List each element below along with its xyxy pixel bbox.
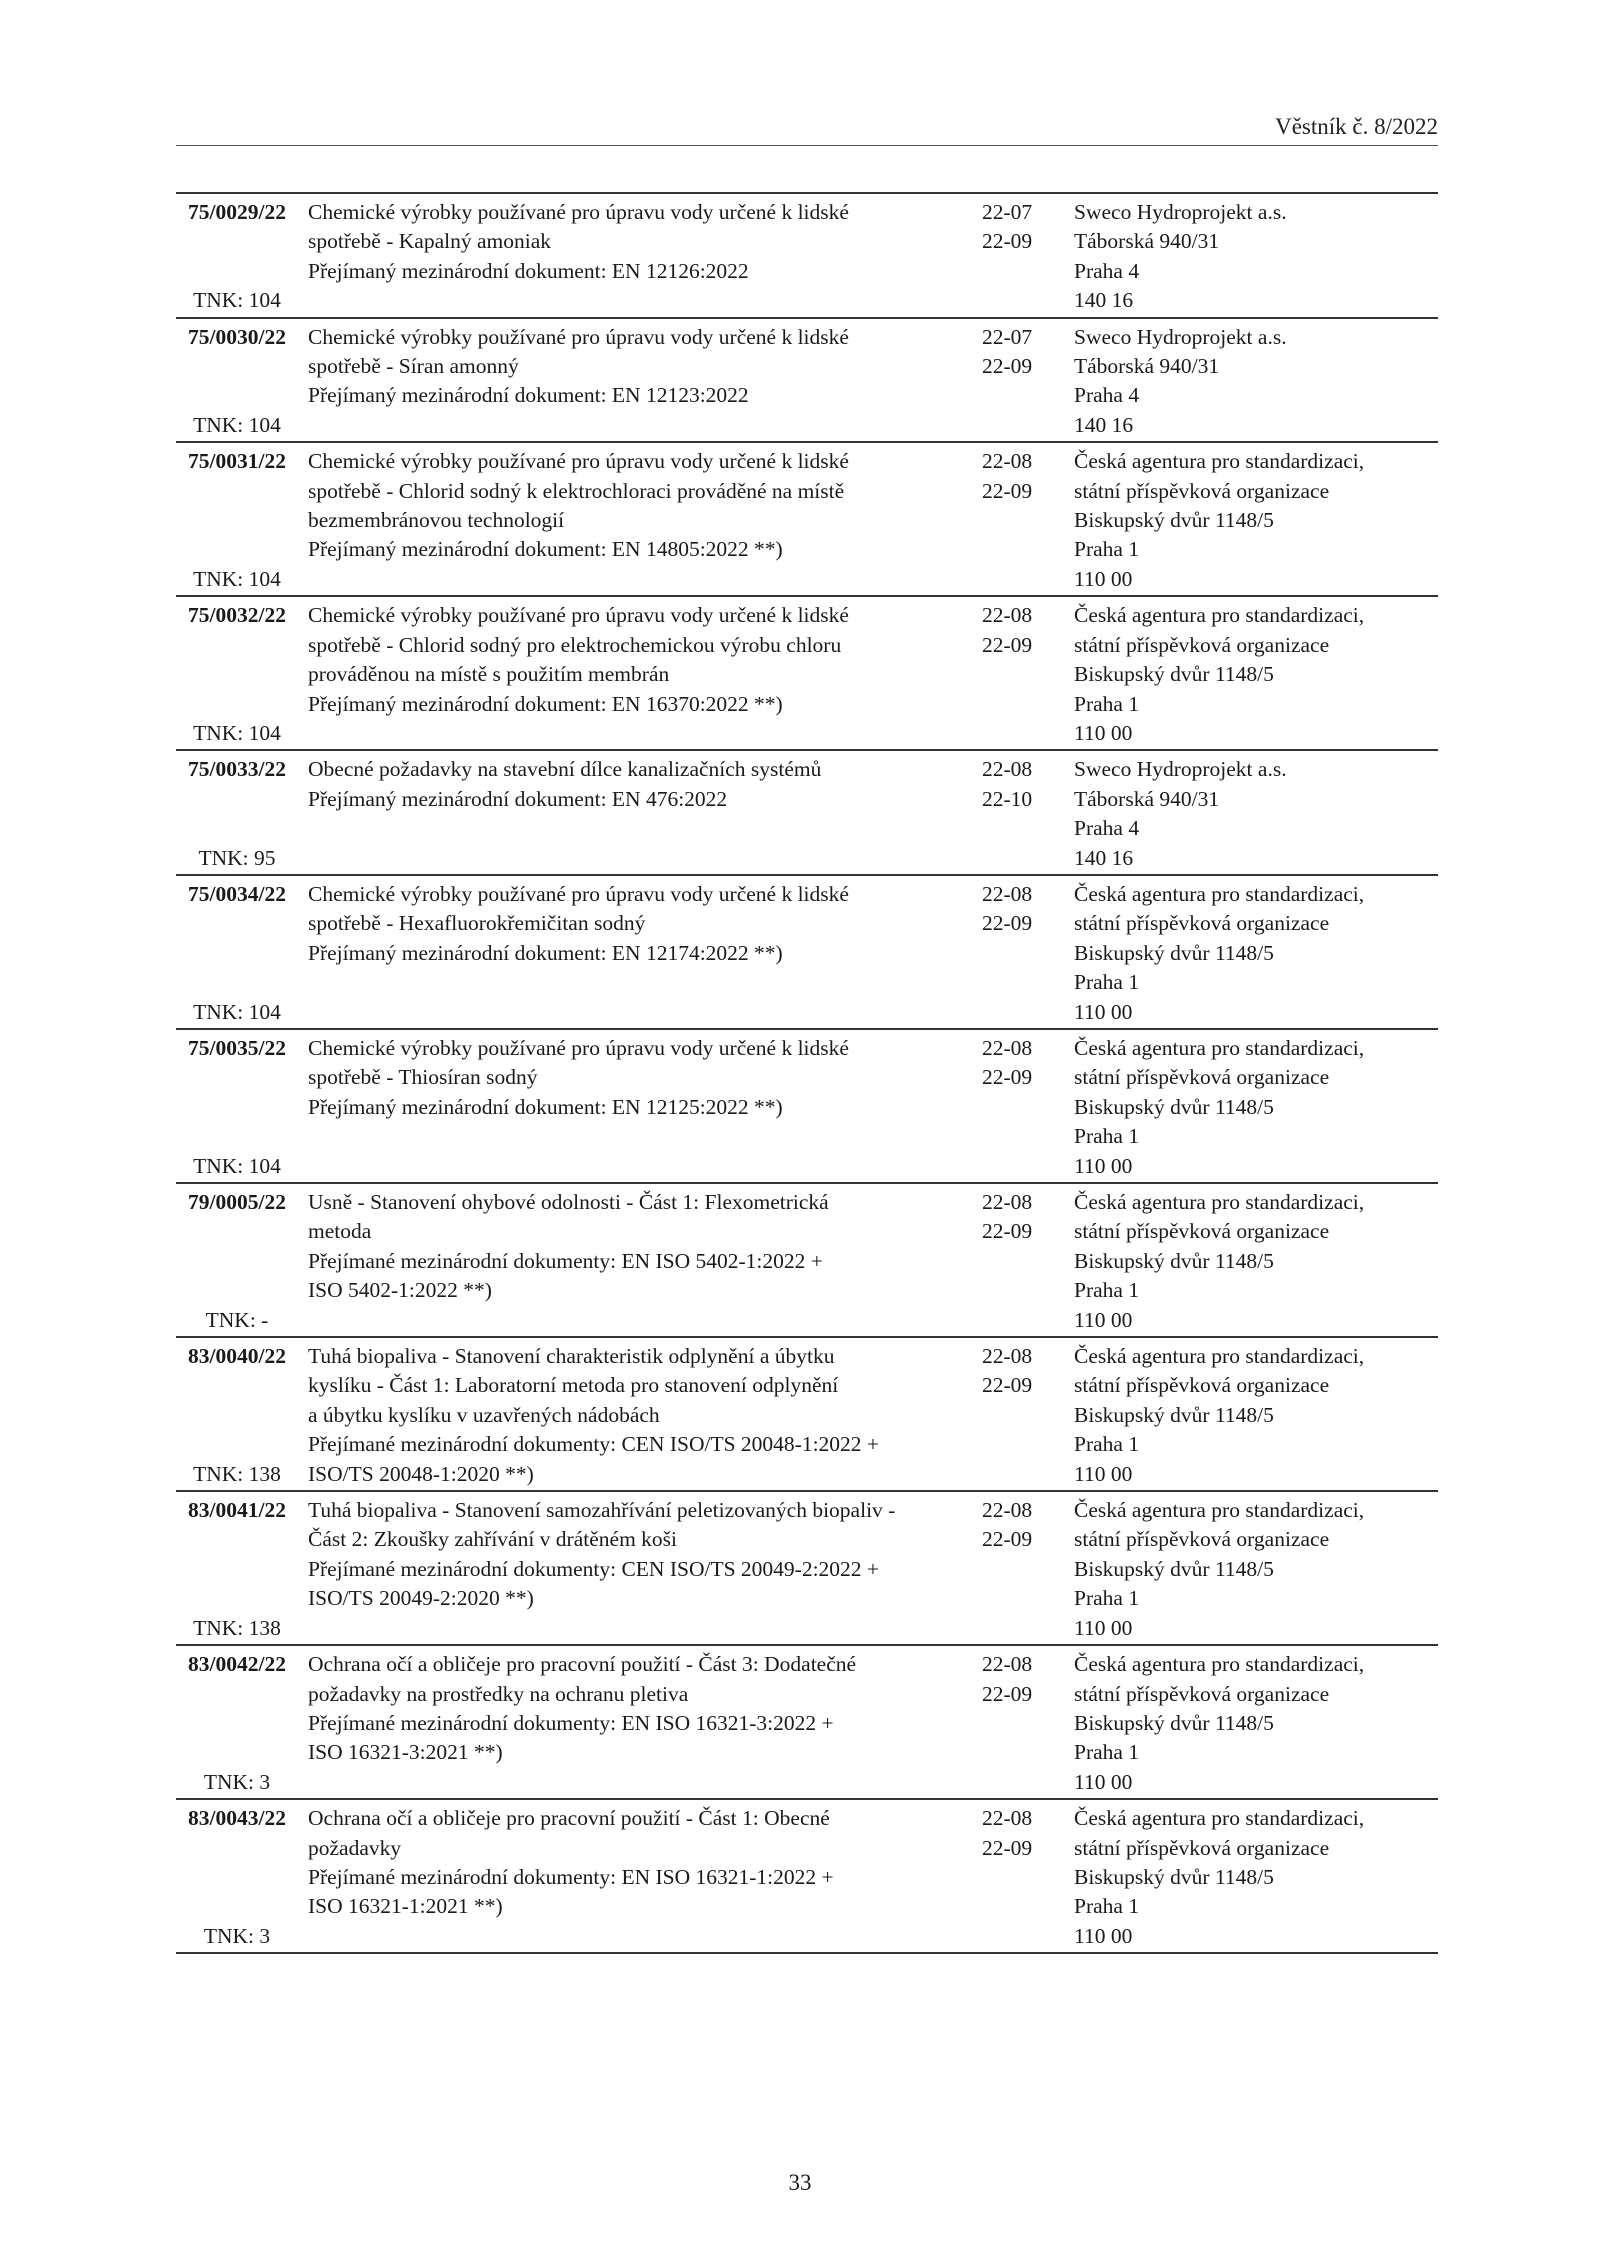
table-row-content — [176, 1496, 1438, 1643]
entry-tnk: TNK: - — [205, 1307, 269, 1332]
address-line: Česká agentura pro standardizaci, — [1074, 1035, 1365, 1060]
entry-code: 83/0040/22 — [188, 1344, 286, 1369]
address-line: Praha 4 — [1074, 258, 1140, 283]
entry-dates — [974, 323, 1074, 441]
table-row-content — [176, 601, 1438, 748]
address-line: Česká agentura pro standardizaci, — [1074, 881, 1365, 906]
entry-id-cell — [176, 1188, 306, 1335]
entry-dates — [974, 1804, 1074, 1951]
entry-code: 75/0032/22 — [188, 603, 286, 628]
entry-tnk: TNK: 104 — [193, 412, 281, 437]
entry-dates — [974, 601, 1074, 748]
description-line: Přejímaný mezinárodní dokument: EN 12123:2022 — [308, 383, 749, 408]
address-line: 110 00 — [1074, 720, 1133, 745]
entry-tnk: TNK: 95 — [198, 845, 276, 870]
entry-id-cell — [176, 198, 306, 316]
entry-dates — [974, 1034, 1074, 1181]
entry-description — [306, 601, 974, 748]
entry-id-cell — [176, 447, 306, 594]
entry-address — [1074, 1496, 1438, 1643]
description-line: ISO/TS 20048-1:2020 **) — [308, 1461, 534, 1486]
address-line: Biskupský dvůr 1148/5 — [1074, 1556, 1274, 1581]
description-line: požadavky na prostředky na ochranu pletiva — [308, 1681, 689, 1706]
description-line: spotřebě - Chlorid sodný pro elektrochemickou výrobu chloru — [308, 632, 842, 657]
date-end: 22-09 — [982, 1219, 1033, 1244]
address-line: 110 00 — [1074, 1923, 1133, 1948]
description-line: Přejímané mezinárodní dokumenty: CEN ISO/TS 20049-2:2022 + — [308, 1556, 880, 1581]
address-line: státní příspěvková organizace — [1074, 911, 1330, 936]
entry-tnk: TNK: 104 — [193, 566, 281, 591]
entry-id-cell — [176, 1342, 306, 1489]
description-line: Přejímaný mezinárodní dokument: EN 12174:2022 **) — [308, 940, 783, 965]
entry-tnk: TNK: 104 — [193, 720, 281, 745]
description-line: spotřebě - Hexafluorokřemičitan sodný — [308, 911, 646, 936]
entry-address — [1074, 1034, 1438, 1181]
address-line: Praha 1 — [1074, 1432, 1140, 1457]
entry-description — [306, 880, 974, 1027]
date-start: 22-08 — [982, 1035, 1033, 1060]
address-line: Táborská 940/31 — [1074, 229, 1220, 254]
address-line: Praha 1 — [1074, 1278, 1140, 1303]
address-line: Česká agentura pro standardizaci, — [1074, 449, 1365, 474]
entry-address — [1074, 1342, 1438, 1489]
description-line: ISO 16321-1:2021 **) — [308, 1894, 503, 1919]
date-end: 22-09 — [982, 354, 1033, 379]
entry-address — [1074, 447, 1438, 594]
address-line: Biskupský dvůr 1148/5 — [1074, 940, 1274, 965]
entry-dates — [974, 1342, 1074, 1489]
description-line: Ochrana očí a obličeje pro pracovní použití - Část 1: Obecné — [308, 1806, 830, 1831]
date-end: 22-09 — [982, 478, 1033, 503]
date-end: 22-09 — [982, 1065, 1033, 1090]
address-line: Praha 1 — [1074, 537, 1140, 562]
entry-tnk: TNK: 3 — [203, 1769, 271, 1794]
description-line: ISO 5402-1:2022 **) — [308, 1278, 492, 1303]
entry-id-cell — [176, 601, 306, 748]
address-line: Praha 4 — [1074, 816, 1140, 841]
entry-code: 75/0034/22 — [188, 881, 286, 906]
table-row-content — [176, 198, 1438, 316]
table-row — [176, 876, 1438, 1030]
address-line: Sweco Hydroprojekt a.s. — [1074, 757, 1287, 782]
address-line: Praha 1 — [1074, 1740, 1140, 1765]
entry-description — [306, 198, 974, 316]
address-line: 140 16 — [1074, 288, 1134, 313]
entry-description — [306, 1188, 974, 1335]
description-line: Přejímané mezinárodní dokumenty: EN ISO 16321-1:2022 + — [308, 1864, 834, 1889]
date-end: 22-09 — [982, 229, 1033, 254]
entry-address — [1074, 1188, 1438, 1335]
date-end: 22-10 — [982, 786, 1033, 811]
table-row-content — [176, 880, 1438, 1027]
description-line: Chemické výrobky používané pro úpravu vody určené k lidské — [308, 603, 849, 628]
table-row — [176, 319, 1438, 444]
description-line: Usně - Stanovení ohybové odolnosti - Část 1: Flexometrická — [308, 1190, 829, 1214]
entry-code: 75/0035/22 — [188, 1035, 286, 1060]
description-line: ISO 16321-3:2021 **) — [308, 1740, 503, 1765]
description-line: bezmembránovou technologií — [308, 508, 565, 533]
date-end: 22-09 — [982, 632, 1033, 657]
date-start: 22-07 — [982, 324, 1033, 349]
date-start: 22-08 — [982, 1652, 1033, 1677]
date-end: 22-09 — [982, 1373, 1033, 1398]
description-line: Přejímané mezinárodní dokumenty: EN ISO 5402-1:2022 + — [308, 1248, 823, 1273]
description-line: prováděnou na místě s použitím membrán — [308, 662, 670, 687]
entry-address — [1074, 1650, 1438, 1797]
address-line: Biskupský dvůr 1148/5 — [1074, 1710, 1274, 1735]
entry-dates — [974, 1650, 1074, 1797]
table-row — [176, 597, 1438, 751]
address-line: 110 00 — [1074, 566, 1133, 591]
entry-code: 83/0041/22 — [188, 1498, 286, 1523]
address-line: Biskupský dvůr 1148/5 — [1074, 1094, 1274, 1119]
description-line: Přejímané mezinárodní dokumenty: CEN ISO/TS 20048-1:2022 + — [308, 1432, 880, 1457]
standards-table — [176, 192, 1438, 1954]
address-line: státní příspěvková organizace — [1074, 1219, 1330, 1244]
address-line: Česká agentura pro standardizaci, — [1074, 1190, 1365, 1214]
entry-dates — [974, 755, 1074, 873]
description-line: Chemické výrobky používané pro úpravu vody určené k lidské — [308, 881, 849, 906]
description-line: Obecné požadavky na stavební dílce kanalizačních systémů — [308, 757, 822, 782]
description-line: Přejímaný mezinárodní dokument: EN 16370:2022 **) — [308, 691, 783, 716]
entry-dates — [974, 1496, 1074, 1643]
date-start: 22-08 — [982, 1498, 1033, 1523]
address-line: 110 00 — [1074, 1307, 1133, 1332]
table-row — [176, 194, 1438, 319]
entry-code: 83/0042/22 — [188, 1652, 286, 1677]
table-row-content — [176, 1650, 1438, 1797]
entry-id-cell — [176, 323, 306, 441]
description-line: spotřebě - Kapalný amoniak — [308, 229, 551, 254]
table-row — [176, 1800, 1438, 1954]
address-line: Česká agentura pro standardizaci, — [1074, 1498, 1365, 1523]
page-number: 33 — [788, 2170, 812, 2195]
entry-dates — [974, 198, 1074, 316]
entry-code: 75/0033/22 — [188, 757, 286, 782]
address-line: 140 16 — [1074, 845, 1134, 870]
address-line: Sweco Hydroprojekt a.s. — [1074, 200, 1287, 224]
entry-description — [306, 1496, 974, 1643]
address-line: Praha 1 — [1074, 970, 1140, 995]
address-line: státní příspěvková organizace — [1074, 1681, 1330, 1706]
address-line: 110 00 — [1074, 999, 1133, 1024]
address-line: Biskupský dvůr 1148/5 — [1074, 508, 1274, 533]
entry-id-cell — [176, 1496, 306, 1643]
entry-tnk: TNK: 138 — [193, 1461, 281, 1486]
entry-code: 75/0030/22 — [188, 324, 286, 349]
address-line: Česká agentura pro standardizaci, — [1074, 1806, 1365, 1831]
table-row-content — [176, 1804, 1438, 1951]
entry-code: 79/0005/22 — [188, 1190, 286, 1214]
date-start: 22-08 — [982, 881, 1033, 906]
description-line: spotřebě - Síran amonný — [308, 354, 519, 379]
address-line: 110 00 — [1074, 1153, 1133, 1178]
address-line: státní příspěvková organizace — [1074, 478, 1330, 503]
entry-id-cell — [176, 880, 306, 1027]
entry-description — [306, 1034, 974, 1181]
table-row-content — [176, 1034, 1438, 1181]
entry-address — [1074, 755, 1438, 873]
address-line: Táborská 940/31 — [1074, 786, 1220, 811]
address-line: Praha 1 — [1074, 691, 1140, 716]
address-line: Sweco Hydroprojekt a.s. — [1074, 324, 1287, 349]
description-line: Chemické výrobky používané pro úpravu vody určené k lidské — [308, 324, 849, 349]
entry-address — [1074, 1804, 1438, 1951]
entry-address — [1074, 323, 1438, 441]
address-line: Táborská 940/31 — [1074, 354, 1220, 379]
description-line: Přejímaný mezinárodní dokument: EN 12125:2022 **) — [308, 1094, 783, 1119]
date-end: 22-09 — [982, 911, 1033, 936]
address-line: Česká agentura pro standardizaci, — [1074, 1344, 1365, 1369]
table-row — [176, 751, 1438, 876]
table-row — [176, 1030, 1438, 1184]
table-row-content — [176, 1342, 1438, 1489]
table-row — [176, 443, 1438, 597]
address-line: 110 00 — [1074, 1461, 1133, 1486]
date-start: 22-08 — [982, 1344, 1033, 1369]
address-line: Praha 1 — [1074, 1586, 1140, 1611]
date-start: 22-07 — [982, 200, 1033, 224]
entry-description — [306, 447, 974, 594]
entry-description — [306, 323, 974, 441]
address-line: Biskupský dvůr 1148/5 — [1074, 1864, 1274, 1889]
date-start: 22-08 — [982, 603, 1033, 628]
address-line: 140 16 — [1074, 412, 1134, 437]
table-row — [176, 1492, 1438, 1646]
description-line: Část 2: Zkoušky zahřívání v drátěném koši — [308, 1527, 678, 1552]
address-line: státní příspěvková organizace — [1074, 1373, 1330, 1398]
entry-dates — [974, 880, 1074, 1027]
entry-tnk: TNK: 104 — [193, 999, 281, 1024]
table-row-content — [176, 323, 1438, 441]
entry-tnk: TNK: 104 — [193, 1153, 281, 1178]
entry-dates — [974, 1188, 1074, 1335]
address-line: Biskupský dvůr 1148/5 — [1074, 662, 1274, 687]
address-line: státní příspěvková organizace — [1074, 1835, 1330, 1860]
table-row-content — [176, 447, 1438, 594]
address-line: Praha 4 — [1074, 383, 1140, 408]
address-line: státní příspěvková organizace — [1074, 1527, 1330, 1552]
address-line: 110 00 — [1074, 1615, 1133, 1640]
description-line: Přejímaný mezinárodní dokument: EN 14805:2022 **) — [308, 537, 783, 562]
entry-address — [1074, 880, 1438, 1027]
description-line: Chemické výrobky používané pro úpravu vody určené k lidské — [308, 449, 849, 474]
entry-id-cell — [176, 1650, 306, 1797]
description-line: metoda — [308, 1219, 372, 1244]
header-divider — [176, 145, 1438, 146]
date-start: 22-08 — [982, 1806, 1033, 1831]
entry-tnk: TNK: 3 — [203, 1923, 271, 1948]
entry-description — [306, 755, 974, 873]
description-line: spotřebě - Chlorid sodný k elektrochloraci prováděné na místě — [308, 478, 845, 503]
entry-dates — [974, 447, 1074, 594]
bulletin-title: Věstník č. 8/2022 — [1275, 114, 1438, 139]
entry-address — [1074, 198, 1438, 316]
table-row — [176, 1646, 1438, 1800]
entry-code: 83/0043/22 — [188, 1806, 286, 1831]
description-line: spotřebě - Thiosíran sodný — [308, 1065, 538, 1090]
entry-id-cell — [176, 1804, 306, 1951]
entry-tnk: TNK: 104 — [193, 288, 281, 313]
entry-code: 75/0029/22 — [188, 200, 286, 224]
description-line: Přejímaný mezinárodní dokument: EN 476:2022 — [308, 786, 728, 811]
address-line: Česká agentura pro standardizaci, — [1074, 1652, 1365, 1677]
entry-id-cell — [176, 755, 306, 873]
date-end: 22-09 — [982, 1527, 1033, 1552]
address-line: státní příspěvková organizace — [1074, 632, 1330, 657]
address-line: Praha 1 — [1074, 1894, 1140, 1919]
description-line: Přejímaný mezinárodní dokument: EN 12126:2022 — [308, 258, 749, 283]
entry-id-cell — [176, 1034, 306, 1181]
description-line: Tuhá biopaliva - Stanovení charakteristik odplynění a úbytku — [308, 1344, 835, 1369]
date-end: 22-09 — [982, 1681, 1033, 1706]
entry-description — [306, 1342, 974, 1489]
entry-code: 75/0031/22 — [188, 449, 286, 474]
address-line: Praha 1 — [1074, 1124, 1140, 1149]
description-line: Tuhá biopaliva - Stanovení samozahřívání peletizovaných biopaliv - — [308, 1498, 896, 1523]
address-line: Biskupský dvůr 1148/5 — [1074, 1248, 1274, 1273]
date-start: 22-08 — [982, 757, 1033, 782]
description-line: Ochrana očí a obličeje pro pracovní použití - Část 3: Dodatečné — [308, 1652, 857, 1677]
date-start: 22-08 — [982, 1190, 1033, 1214]
table-row-content — [176, 755, 1438, 873]
date-end: 22-09 — [982, 1835, 1033, 1860]
entry-tnk: TNK: 138 — [193, 1615, 281, 1640]
address-line: 110 00 — [1074, 1769, 1133, 1794]
address-line: Biskupský dvůr 1148/5 — [1074, 1402, 1274, 1427]
description-line: požadavky — [308, 1835, 402, 1860]
address-line: státní příspěvková organizace — [1074, 1065, 1330, 1090]
address-line: Česká agentura pro standardizaci, — [1074, 603, 1365, 628]
entry-description — [306, 1650, 974, 1797]
entry-description — [306, 1804, 974, 1951]
description-line: kyslíku - Část 1: Laboratorní metoda pro stanovení odplynění — [308, 1373, 839, 1398]
description-line: Chemické výrobky používané pro úpravu vody určené k lidské — [308, 1035, 849, 1060]
table-row — [176, 1184, 1438, 1338]
description-line: ISO/TS 20049-2:2020 **) — [308, 1586, 534, 1611]
date-start: 22-08 — [982, 449, 1033, 474]
table-row — [176, 1338, 1438, 1492]
table-row-content — [176, 1188, 1438, 1335]
entry-address — [1074, 601, 1438, 748]
description-line: a úbytku kyslíku v uzavřených nádobách — [308, 1402, 660, 1427]
description-line: Chemické výrobky používané pro úpravu vody určené k lidské — [308, 200, 849, 224]
description-line: Přejímané mezinárodní dokumenty: EN ISO 16321-3:2022 + — [308, 1710, 834, 1735]
